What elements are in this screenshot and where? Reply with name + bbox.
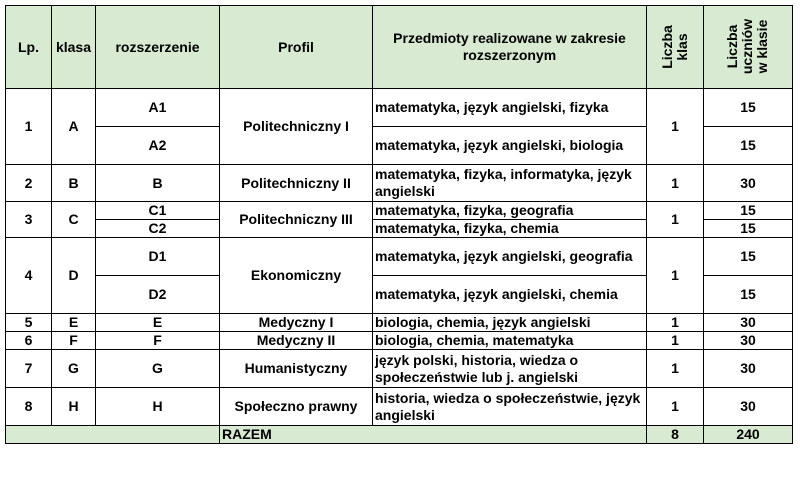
- header-line: w klasie: [754, 19, 771, 74]
- cell-lp: 6: [6, 332, 52, 350]
- cell-klasa: E: [52, 314, 96, 332]
- cell-profil: Humanistyczny: [220, 350, 373, 388]
- class-table: [5, 5, 793, 444]
- header-lp: Lp.: [6, 6, 52, 89]
- cell-lp: 1: [6, 89, 52, 165]
- cell-klasa: A: [52, 89, 96, 165]
- cell-profil: Politechniczny I: [220, 89, 373, 165]
- cell-przedmioty: matematyka, fizyka, geografia: [373, 202, 647, 220]
- footer-liczba-klas: 8: [647, 426, 704, 444]
- header-profil: Profil: [220, 6, 373, 89]
- cell-przedmioty: matematyka, język angielski, chemia: [373, 276, 647, 314]
- cell-rozszerzenie: C2: [96, 220, 220, 238]
- header-liczba-klas: [647, 6, 704, 89]
- cell-liczba-klas: 1: [647, 238, 704, 314]
- cell-profil: Społeczno prawny: [220, 388, 373, 426]
- cell-rozszerzenie: C1: [96, 202, 220, 220]
- cell-liczba-klas: 1: [647, 165, 704, 202]
- cell-uczniow: 15: [704, 276, 793, 314]
- cell-rozszerzenie: H: [96, 388, 220, 426]
- header-line: klas: [673, 32, 690, 61]
- cell-profil: Medyczny II: [220, 332, 373, 350]
- cell-uczniow: 30: [704, 388, 793, 426]
- cell-liczba-klas: 1: [647, 388, 704, 426]
- cell-rozszerzenie: A2: [96, 127, 220, 165]
- cell-rozszerzenie: F: [96, 332, 220, 350]
- footer-row: [6, 426, 793, 444]
- cell-liczba-klas: 1: [647, 314, 704, 332]
- cell-rozszerzenie: D1: [96, 238, 220, 276]
- cell-lp: 2: [6, 165, 52, 202]
- cell-lp: 7: [6, 350, 52, 388]
- cell-przedmioty: język polski, historia, wiedza o społeczeństwie lub j. angielski: [373, 350, 647, 388]
- cell-klasa: B: [52, 165, 96, 202]
- header-klasa: klasa: [52, 6, 96, 89]
- cell-klasa: H: [52, 388, 96, 426]
- table-row: [6, 332, 793, 350]
- footer-uczniow: 240: [704, 426, 793, 444]
- cell-profil: Medyczny I: [220, 314, 373, 332]
- cell-przedmioty: biologia, chemia, matematyka: [373, 332, 647, 350]
- table-row: [6, 89, 793, 127]
- cell-uczniow: 15: [704, 238, 793, 276]
- cell-liczba-klas: 1: [647, 89, 704, 165]
- table-row: [6, 350, 793, 388]
- cell-uczniow: 30: [704, 314, 793, 332]
- header-line: uczniów: [739, 18, 756, 75]
- cell-uczniow: 15: [704, 127, 793, 165]
- table-row: [6, 314, 793, 332]
- cell-przedmioty: matematyka, język angielski, geografia: [373, 238, 647, 276]
- cell-liczba-klas: 1: [647, 202, 704, 238]
- cell-liczba-klas: 1: [647, 332, 704, 350]
- cell-uczniow: 30: [704, 165, 793, 202]
- cell-przedmioty: matematyka, język angielski, fizyka: [373, 89, 647, 127]
- cell-przedmioty: historia, wiedza o społeczeństwie, język angielski: [373, 388, 647, 426]
- table-row: [6, 388, 793, 426]
- cell-klasa: F: [52, 332, 96, 350]
- cell-lp: 4: [6, 238, 52, 314]
- cell-rozszerzenie: E: [96, 314, 220, 332]
- cell-profil: Politechniczny II: [220, 165, 373, 202]
- cell-rozszerzenie: D2: [96, 276, 220, 314]
- cell-uczniow: 30: [704, 332, 793, 350]
- footer-spacer: [6, 426, 220, 444]
- cell-klasa: C: [52, 202, 96, 238]
- cell-profil: Ekonomiczny: [220, 238, 373, 314]
- cell-rozszerzenie: B: [96, 165, 220, 202]
- cell-przedmioty: biologia, chemia, język angielski: [373, 314, 647, 332]
- header-row: [6, 6, 793, 89]
- cell-lp: 8: [6, 388, 52, 426]
- footer-label: RAZEM: [220, 426, 647, 444]
- table-row: [6, 202, 793, 220]
- header-rozszerzenie: rozszerzenie: [96, 6, 220, 89]
- cell-uczniow: 15: [704, 220, 793, 238]
- cell-rozszerzenie: A1: [96, 89, 220, 127]
- cell-uczniow: 15: [704, 89, 793, 127]
- header-line: Liczba: [724, 24, 741, 69]
- cell-uczniow: 30: [704, 350, 793, 388]
- table-row: [6, 238, 793, 276]
- header-line: Liczba: [658, 24, 675, 69]
- cell-klasa: D: [52, 238, 96, 314]
- cell-klasa: G: [52, 350, 96, 388]
- cell-profil: Politechniczny III: [220, 202, 373, 238]
- cell-przedmioty: matematyka, język angielski, biologia: [373, 127, 647, 165]
- header-liczba-uczniow: [704, 6, 793, 89]
- cell-liczba-klas: 1: [647, 350, 704, 388]
- cell-rozszerzenie: G: [96, 350, 220, 388]
- header-przedmioty: Przedmioty realizowane w zakresie rozszerzonym: [373, 6, 647, 89]
- cell-przedmioty: matematyka, fizyka, informatyka, język angielski: [373, 165, 647, 202]
- cell-przedmioty: matematyka, fizyka, chemia: [373, 220, 647, 238]
- cell-lp: 5: [6, 314, 52, 332]
- cell-uczniow: 15: [704, 202, 793, 220]
- cell-lp: 3: [6, 202, 52, 238]
- table-row: [6, 165, 793, 202]
